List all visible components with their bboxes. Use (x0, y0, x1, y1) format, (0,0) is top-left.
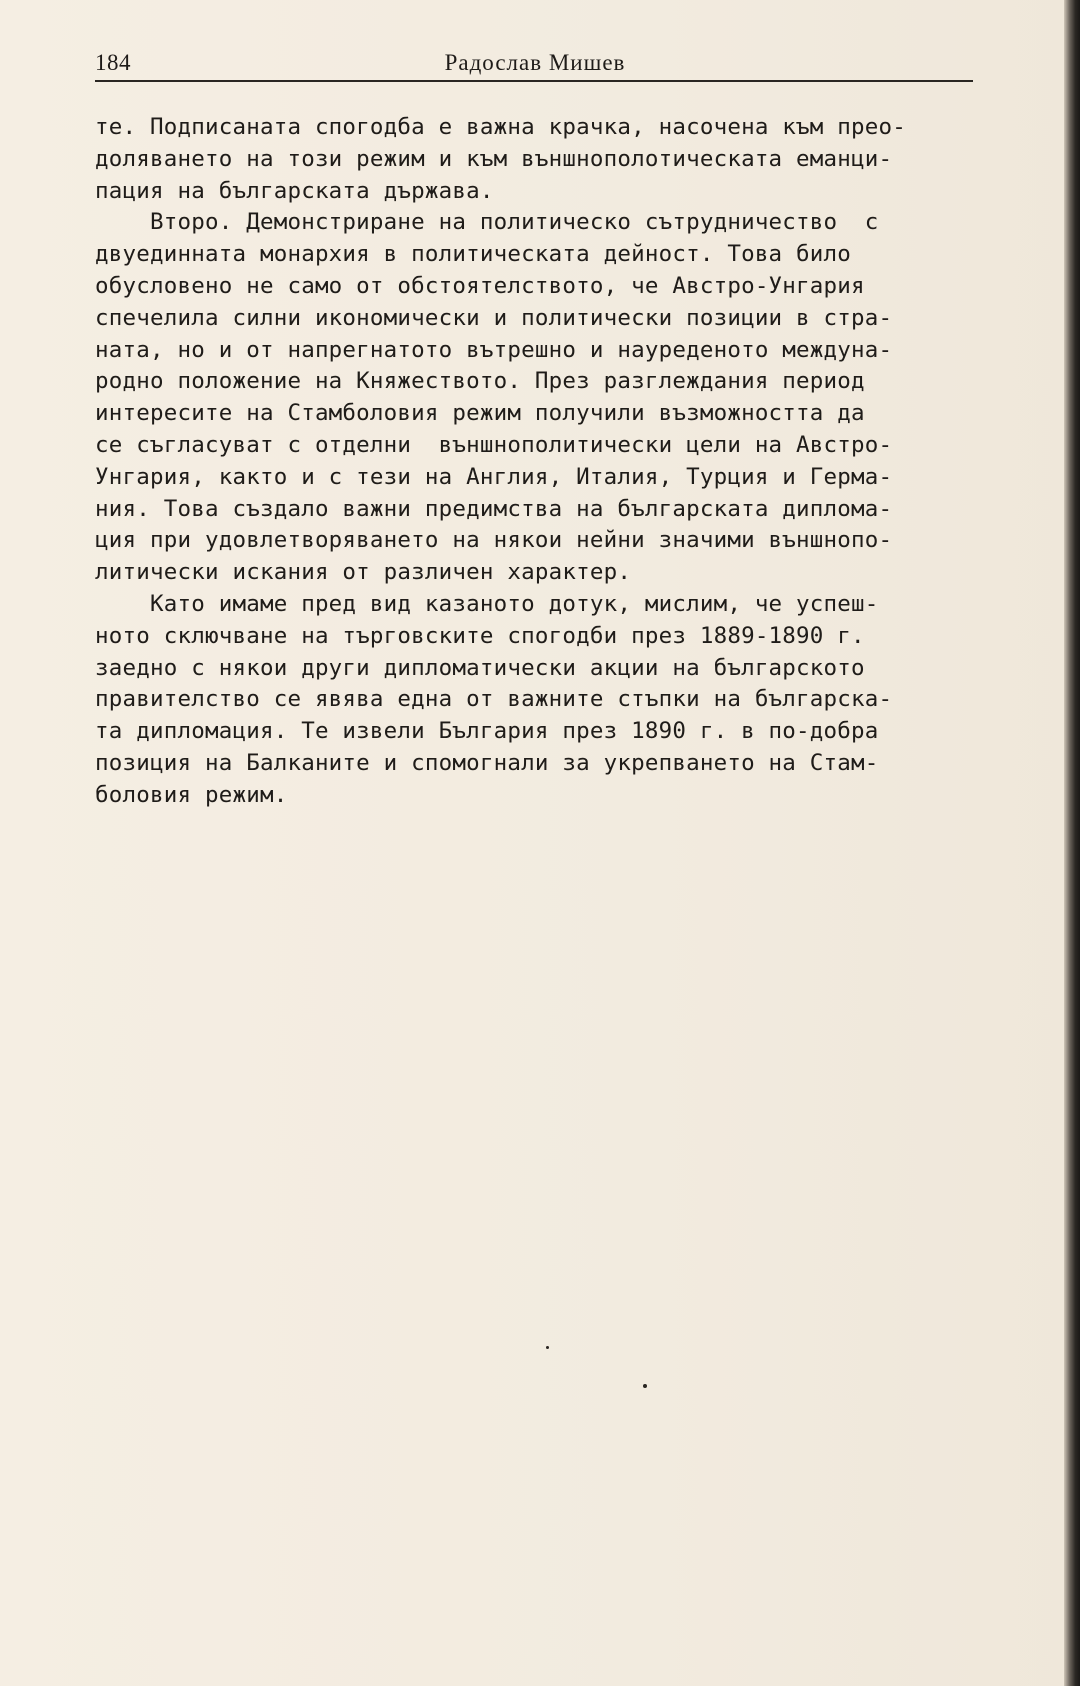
text-line: ната, но и от напрегнатото вътрешно и науреденото междуна- (95, 336, 893, 363)
print-speck (643, 1384, 647, 1388)
text-line: позиция на Балканите и спомогнали за укрепването на Стам- (95, 749, 879, 776)
page-number: 184 (95, 50, 131, 75)
text-line: ното сключване на търговските спогодби през 1889-1890 г. (95, 622, 865, 649)
text-line: литически искания от различен характер. (95, 559, 632, 586)
text-line: доляването на този режим и към външнополотическата еманци- (95, 145, 893, 172)
print-speck (546, 1346, 549, 1349)
text-line: ния. Това създало важни предимства на българската диплома- (95, 495, 893, 522)
text-line: се съгласуват с отделни външнополитически цели на Австро- (95, 431, 893, 458)
text-line: та дипломация. Те извели България през 1890 г. в по-добра (95, 718, 879, 745)
text-line: заедно с някои други дипломатически акции на българското (95, 654, 865, 681)
text-line: Второ. Демонстриране на политическо сътрудничество с (95, 209, 879, 236)
text-line: двуединната монархия в политическата дейност. Това било (95, 241, 852, 268)
text-line: те. Подписаната спогодба е важна крачка, насочена към прео- (95, 114, 907, 140)
running-head-author: Радослав Мишев (444, 50, 626, 75)
text-line: правителство се явява една от важните стъпки на българска- (95, 686, 893, 713)
page-header (95, 48, 973, 82)
text-line: спечелила силни икономически и политически позиции в стра- (95, 304, 893, 331)
text-line: Унгария, както и с тези на Англия, Италия, Турция и Герма- (95, 463, 893, 490)
text-line: родно положение на Княжеството. През разглеждания период (95, 368, 865, 395)
text-line: обусловено не само от обстоятелството, че Австро-Унгария (95, 272, 865, 299)
binding-edge (1064, 0, 1080, 1686)
text-line: интересите на Стамболовия режим получили възможността да (95, 400, 865, 427)
body-text (95, 112, 975, 812)
text-line: боловия режим. (95, 781, 288, 808)
text-line: Като имаме пред вид казаното дотук, мислим, че успеш- (95, 590, 879, 617)
text-line: ция при удовлетворяването на някои нейни значими външнопо- (95, 527, 893, 554)
text-line: пация на българската държава. (95, 177, 494, 204)
